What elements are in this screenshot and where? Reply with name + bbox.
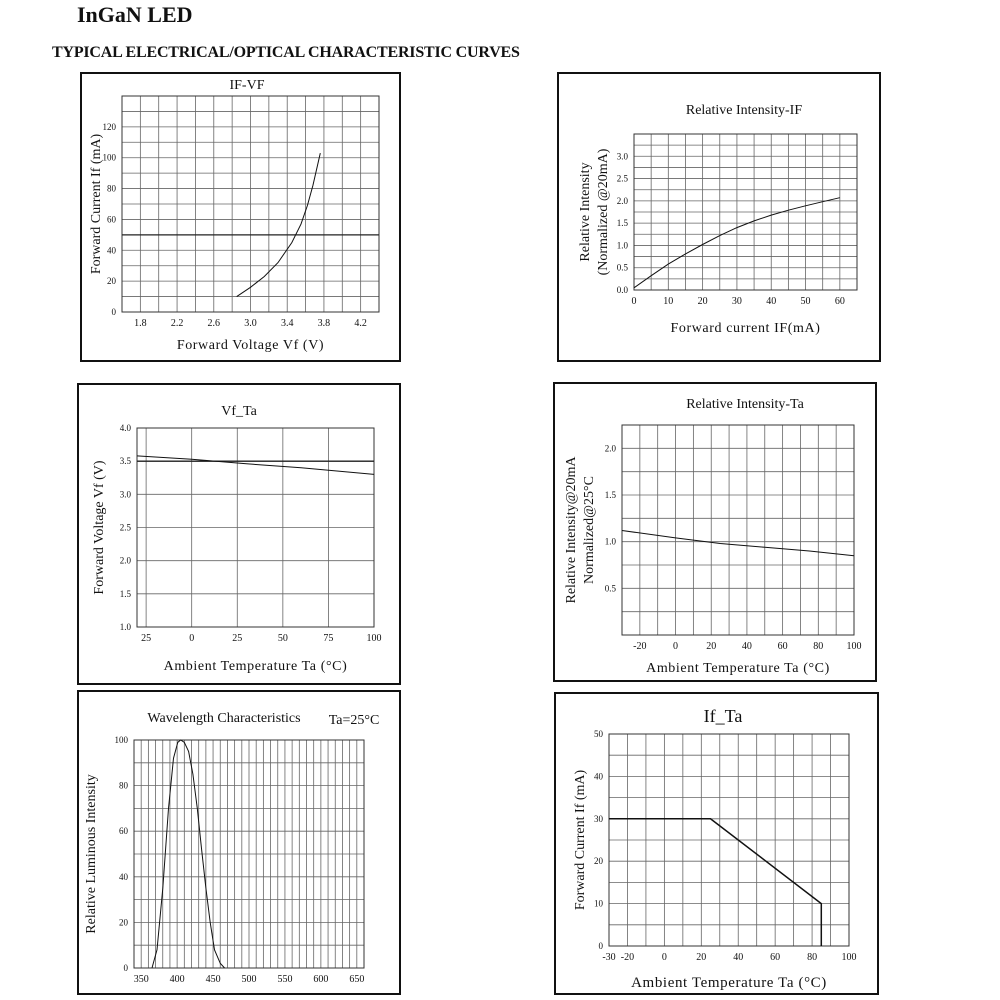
y-tick-label: 0	[123, 963, 128, 973]
y-tick-label: 20	[107, 276, 116, 287]
x-tick-label: 350	[133, 974, 149, 985]
y-tick-label: 0.0	[616, 285, 628, 295]
y-axis-label-secondary: Normalized@25°C	[582, 476, 597, 584]
x-tick-label: 75	[323, 633, 334, 644]
y-tick-label: 0.5	[604, 583, 616, 594]
chart-title: IF-VF	[229, 78, 265, 93]
grid	[122, 96, 379, 312]
chart-condition: Ta=25°C	[328, 713, 380, 728]
chart-panel-if-vf	[80, 72, 401, 362]
x-tick-label: -20	[633, 641, 647, 652]
y-axis-label: Relative Luminous Intensity	[84, 774, 99, 934]
chart-title: Relative Intensity-IF	[685, 103, 803, 118]
x-tick-label: 80	[807, 952, 818, 963]
x-tick-label: 10	[663, 296, 674, 307]
plot-frame	[622, 425, 854, 635]
chart-panel-wavelength	[77, 690, 401, 995]
grid	[609, 734, 849, 946]
y-axis-label: Forward Voltage Vf (V)	[92, 460, 107, 595]
y-tick-label: 3.0	[616, 151, 628, 162]
y-tick-label: 1.0	[604, 536, 616, 547]
page-subtitle: TYPICAL ELECTRICAL/OPTICAL CHARACTERISTIC CURVES	[52, 44, 520, 61]
x-tick-label: 40	[733, 952, 744, 963]
series-line-if-vf	[237, 153, 321, 297]
y-tick-label: 4.0	[119, 423, 131, 433]
y-tick-label: 60	[107, 214, 116, 225]
y-tick-label: 2.0	[119, 555, 131, 566]
chart-panel-intensity-ta	[553, 382, 877, 682]
x-tick-label: -30	[602, 952, 616, 963]
y-tick-label: 50	[594, 729, 603, 739]
chart-panel-intensity-if	[557, 72, 881, 362]
y-axis-label: Relative Intensity@20mA	[564, 456, 579, 604]
x-tick-label: 60	[770, 952, 781, 963]
x-tick-label: 50	[277, 633, 288, 644]
grid	[634, 134, 857, 290]
chart-svg-if-ta	[556, 694, 877, 993]
x-tick-label: 20	[696, 952, 707, 963]
x-tick-label: 60	[777, 641, 788, 652]
y-tick-label: 1.5	[604, 490, 616, 500]
x-tick-label: 400	[169, 974, 185, 985]
chart-svg-intensity-ta	[555, 384, 875, 680]
y-axis-label: Relative Intensity	[578, 162, 593, 262]
y-tick-label: 1.0	[119, 622, 131, 632]
x-tick-label: 25	[141, 633, 152, 644]
chart-svg-vf-ta	[79, 385, 399, 683]
y-axis-label: Forward Current If (mA)	[573, 769, 588, 911]
x-tick-label: 30	[731, 296, 742, 307]
y-tick-label: 1.5	[119, 588, 131, 599]
chart-panel-if-ta	[554, 692, 879, 995]
x-axis-label: Ambient Temperature Ta (°C)	[163, 659, 348, 674]
y-tick-label: 1.0	[616, 240, 628, 251]
x-tick-label: 3.8	[317, 318, 331, 329]
chart-title: Wavelength Characteristics	[147, 711, 301, 726]
y-tick-label: 120	[102, 121, 116, 132]
grid	[622, 425, 854, 635]
x-tick-label: 650	[349, 974, 365, 985]
y-tick-label: 1.5	[616, 218, 628, 229]
x-tick-label: 40	[741, 641, 752, 652]
y-tick-label: 2.5	[616, 173, 628, 184]
y-axis-label: Forward Current If (mA)	[89, 133, 104, 275]
chart-svg-wavelength	[79, 692, 399, 993]
y-tick-label: 2.0	[604, 443, 616, 454]
y-tick-label: 40	[119, 871, 128, 882]
x-tick-label: 80	[813, 641, 824, 652]
x-tick-label: 60	[834, 296, 845, 307]
x-tick-label: 3.4	[280, 318, 294, 329]
chart-title: Vf_Ta	[221, 404, 257, 419]
page-title: InGaN LED	[77, 2, 193, 27]
y-tick-label: 100	[114, 735, 128, 745]
y-tick-label: 10	[594, 898, 603, 909]
x-tick-label: 2.6	[207, 318, 221, 329]
y-tick-label: 20	[594, 856, 603, 867]
chart-title: Relative Intensity-Ta	[686, 397, 804, 412]
x-tick-label: 50	[800, 296, 811, 307]
series-line-vf-ta	[137, 456, 374, 475]
y-tick-label: 0.5	[616, 262, 628, 273]
y-tick-label: 20	[119, 917, 128, 928]
x-tick-label: 4.2	[354, 318, 367, 329]
x-axis-label: Forward Voltage Vf (V)	[176, 338, 325, 353]
y-tick-label: 2.5	[119, 522, 131, 533]
x-tick-label: 0	[661, 952, 667, 963]
series-line-intensity-ta	[622, 531, 854, 556]
x-tick-label: 40	[766, 296, 777, 307]
x-tick-label: 500	[241, 974, 257, 985]
x-tick-label: 0	[189, 633, 195, 644]
x-tick-label: 100	[846, 641, 862, 652]
x-axis-label: Forward current IF(mA)	[670, 321, 821, 336]
x-tick-label: 550	[277, 974, 293, 985]
y-tick-label: 0	[111, 307, 116, 317]
x-tick-label: 3.0	[244, 318, 257, 329]
x-tick-label: 450	[205, 974, 221, 985]
x-tick-label: 25	[232, 633, 243, 644]
grid	[134, 740, 364, 968]
chart-panel-vf-ta	[77, 383, 401, 685]
x-tick-label: 2.2	[170, 318, 184, 329]
y-tick-label: 40	[107, 245, 116, 256]
y-tick-label: 3.0	[119, 489, 131, 500]
x-tick-label: 20	[706, 641, 717, 652]
chart-svg-intensity-if	[559, 74, 879, 360]
y-axis-label-secondary: (Normalized @20mA)	[596, 148, 611, 276]
x-tick-label: 0	[631, 296, 637, 307]
x-axis-label: Ambient Temperature Ta (°C)	[631, 975, 827, 991]
chart-svg-if-vf	[82, 74, 399, 360]
x-tick-label: 0	[673, 641, 679, 652]
x-tick-label: -20	[620, 952, 635, 963]
x-tick-label: 1.8	[134, 318, 147, 329]
y-tick-label: 60	[119, 826, 128, 837]
x-axis-label: Ambient Temperature Ta (°C)	[646, 661, 830, 676]
y-tick-label: 80	[107, 183, 116, 194]
y-tick-label: 3.5	[119, 456, 131, 467]
y-tick-label: 2.0	[616, 195, 628, 206]
chart-title: If_Ta	[703, 706, 743, 726]
x-tick-label: 100	[841, 952, 857, 963]
x-tick-label: 600	[313, 974, 329, 985]
x-tick-label: 100	[366, 633, 382, 644]
y-tick-label: 0	[598, 941, 603, 951]
y-tick-label: 30	[594, 813, 603, 824]
y-tick-label: 40	[594, 771, 603, 782]
y-tick-label: 100	[102, 152, 116, 163]
x-tick-label: 20	[697, 296, 708, 307]
y-tick-label: 80	[119, 780, 128, 791]
